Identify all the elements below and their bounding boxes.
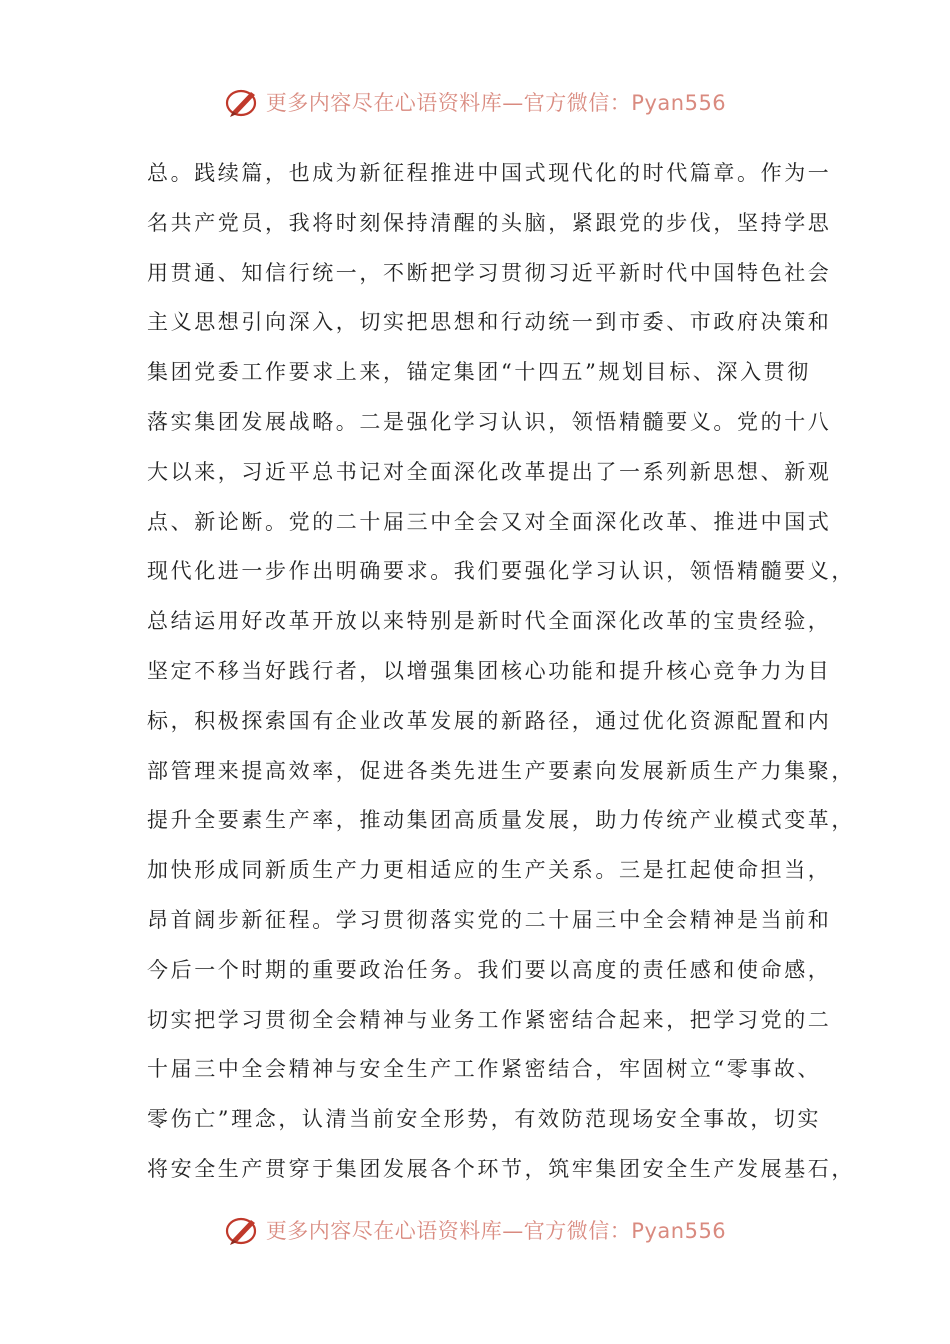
text-line: 总结运用好改革开放以来特别是新时代全面深化改革的宝贵经验， [147, 609, 832, 634]
text-line: 十届三中全会精神与安全生产工作紧密结合，牢固树立“零事故、 [147, 1057, 822, 1082]
text-line: 点、新论断。党的二十届三中全会又对全面深化改革、推进中国式 [147, 509, 832, 534]
text-line: 总。践续篇，也成为新征程推进中国式现代化的时代篇章。作为一 [147, 161, 832, 185]
text-line: 标，积极探索国有企业改革发展的新路径，通过优化资源配置和内 [147, 708, 832, 733]
text-line: 集团党委工作要求上来，锚定集团“十四五”规划目标、深入贯彻 [147, 360, 811, 385]
header-watermark [0, 82, 950, 122]
pen-logo-icon [224, 84, 260, 120]
footer-watermark [0, 1210, 950, 1250]
text-line: 坚定不移当好践行者，以增强集团核心功能和提升核心竞争力为目 [147, 658, 832, 683]
text-line: 零伤亡”理念，认清当前安全形势，有效防范现场安全事故，切实 [147, 1107, 822, 1132]
text-line: 现代化进一步作出明确要求。我们要强化学习认识，领悟精髓要义， [147, 559, 855, 584]
pen-logo-icon [224, 1212, 260, 1248]
footer-watermark-text: 更多内容尽在心语资料库—官方微信：Pyan556 [265, 1219, 727, 1243]
text-line: 名共产党员，我将时刻保持清醒的头脑，紧跟党的步伐，坚持学思 [147, 210, 832, 235]
document-body [147, 149, 855, 1195]
text-line: 今后一个时期的重要政治任务。我们要以高度的责任感和使命感， [147, 957, 832, 982]
text-line: 将安全生产贯穿于集团发展各个环节，筑牢集团安全生产发展基石， [147, 1156, 855, 1181]
text-line: 切实把学习贯彻全会精神与业务工作紧密结合起来，把学习党的二 [147, 1007, 832, 1032]
text-line: 部管理来提高效率，促进各类先进生产要素向发展新质生产力集聚， [147, 758, 855, 783]
text-line: 提升全要素生产率，推动集团高质量发展，助力传统产业模式变革， [147, 808, 855, 833]
text-line: 主义思想引向深入，切实把思想和行动统一到市委、市政府决策和 [147, 310, 832, 335]
text-line: 落实集团发展战略。二是强化学习认识，领悟精髓要义。党的十八 [147, 409, 832, 434]
text-line: 昂首阔步新征程。学习贯彻落实党的二十届三中全会精神是当前和 [147, 907, 832, 932]
header-watermark-text: 更多内容尽在心语资料库—官方微信：Pyan556 [265, 91, 727, 115]
text-line: 大以来，习近平总书记对全面深化改革提出了一系列新思想、新观 [147, 459, 832, 484]
text-line: 加快形成同新质生产力更相适应的生产关系。三是扛起使命担当， [147, 858, 832, 883]
text-line: 用贯通、知信行统一，不断把学习贯彻习近平新时代中国特色社会 [147, 260, 832, 285]
